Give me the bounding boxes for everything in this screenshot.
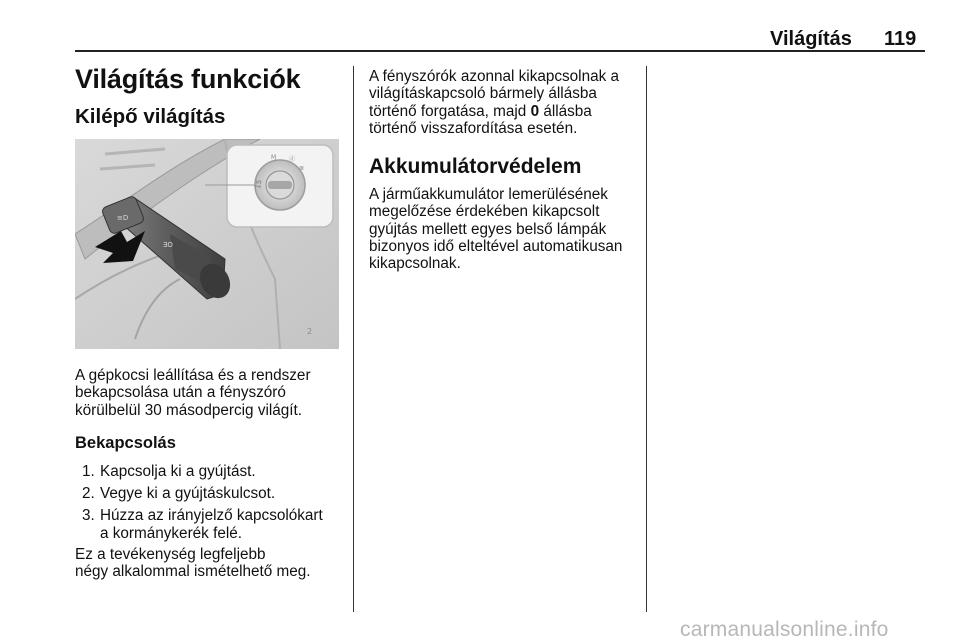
step-number: 3. (82, 507, 95, 525)
paragraph-line: A fényszórók azonnal kikapcsolnak a (369, 68, 619, 85)
paragraph-line: gyújtás mellett egyes belső lámpák (369, 220, 607, 238)
step-text: Kapcsolja ki a gyújtást. (100, 462, 256, 480)
battery-protection-paragraph (369, 186, 644, 272)
left-column-body (75, 367, 350, 581)
paragraph-line: világításkapcsoló bármely állásba (369, 85, 597, 103)
intro-line: bekapcsolása után a fényszóró (75, 384, 286, 402)
intro-line: A gépkocsi leállítása és a rendszer (75, 367, 311, 384)
step-text: Húzza az irányjelző kapcsolókart (100, 507, 323, 525)
figure-number: 2 (307, 327, 313, 336)
procedure-steps (75, 463, 350, 542)
step-number: 2. (82, 485, 95, 503)
middle-column (369, 68, 644, 273)
svg-text:15: 15 (254, 179, 264, 190)
list-item (75, 485, 350, 502)
battery-protection-heading: Akkumulátorvédelem (369, 155, 582, 179)
light-switch-illustration (75, 139, 339, 349)
intro-line: körülbelül 30 másodpercig világít. (75, 401, 303, 419)
stalk-illustration-svg (75, 139, 339, 349)
svg-text:≡D: ≡D (117, 214, 129, 222)
left-column-headings (75, 64, 345, 129)
intro-paragraph (75, 367, 350, 419)
outro-line: négy alkalommal ismételhető meg. (75, 563, 311, 581)
svg-text:≣: ≣ (299, 165, 305, 172)
svg-text:ƎO: ƎO (163, 241, 173, 249)
paragraph-line: történő visszafordítása esetén. (369, 119, 578, 137)
outro-line: Ez a tevékenység legfeljebb (75, 546, 266, 564)
paragraph-line: állásba (539, 102, 592, 120)
section-title: Világítás funkciók (75, 64, 301, 94)
page-number: 119 (884, 28, 917, 50)
procedure-heading: Bekapcsolás (75, 433, 176, 452)
running-header-title: Világítás (770, 28, 852, 50)
step-text: a kormánykerék felé. (100, 524, 242, 542)
paragraph-line: megelőzése érdekében kikapcsolt (369, 203, 600, 221)
svg-text:ⓓ: ⓓ (289, 156, 296, 163)
paragraph-line: bizonyos idő elteltével automatikusan (369, 238, 623, 256)
list-item (75, 463, 350, 480)
list-item (75, 507, 350, 542)
header-rule (75, 50, 925, 52)
svg-text:Ɱ: Ɱ (271, 154, 277, 161)
position-zero-label: 0 (530, 102, 540, 120)
section-subtitle: Kilépő világítás (75, 105, 226, 128)
step-number: 1. (82, 462, 95, 480)
paragraph-line: kikapcsolnak. (369, 255, 461, 273)
paragraph-line: történő forgatása, majd (369, 102, 531, 120)
paragraph-line: A járműakkumulátor lemerülésének (369, 186, 608, 204)
step-text: Vegye ki a gyújtáskulcsot. (100, 485, 276, 503)
switch-off-paragraph (369, 68, 644, 137)
column-divider-1 (353, 66, 354, 612)
outro-paragraph (75, 546, 350, 581)
watermark: carmanualsonline.info (680, 618, 889, 641)
column-divider-2 (646, 66, 647, 612)
